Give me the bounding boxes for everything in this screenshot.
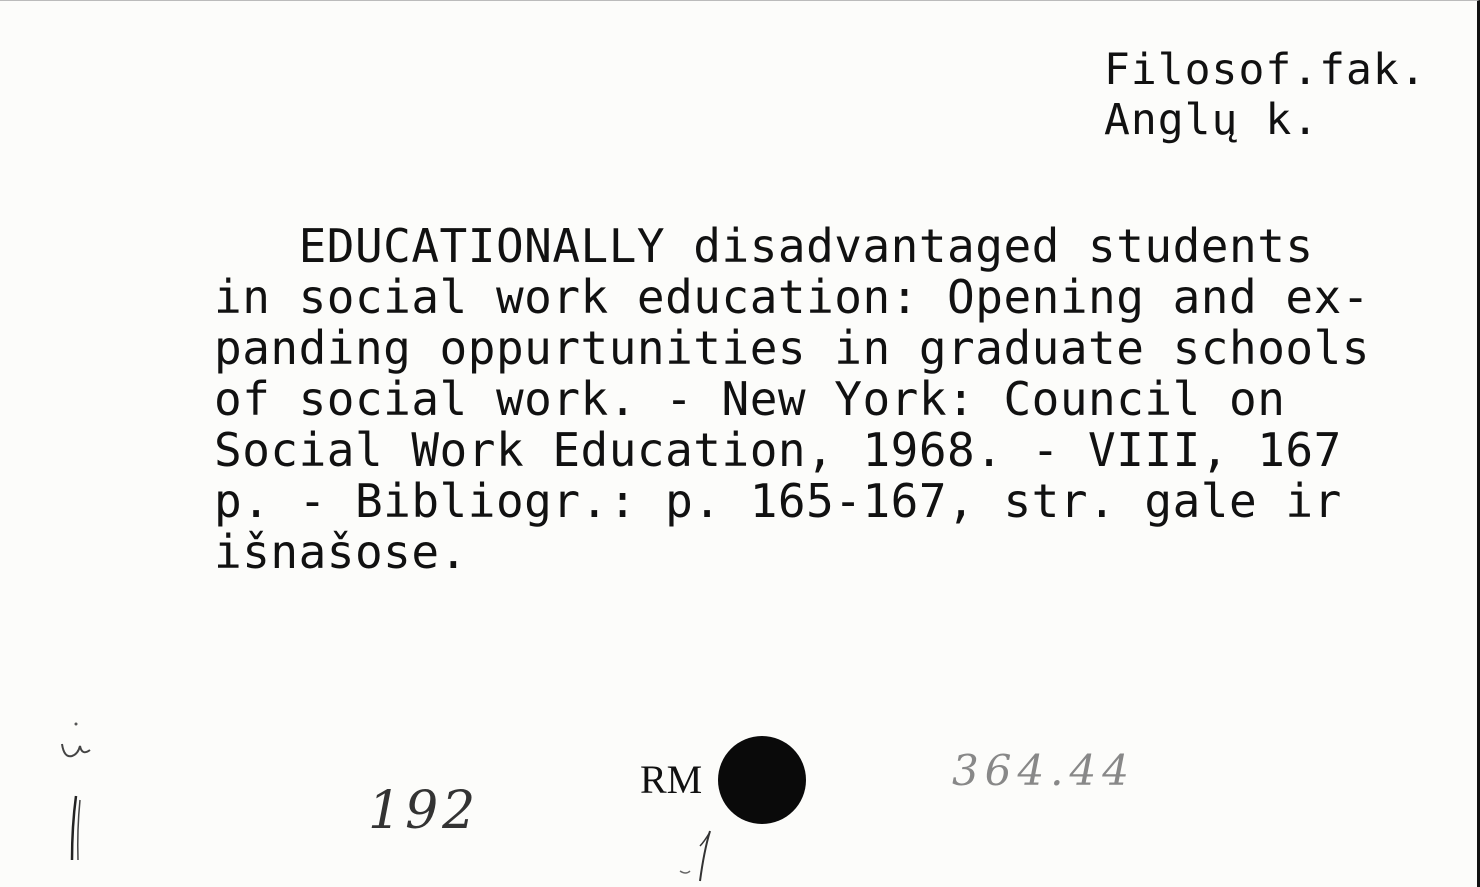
bibliographic-entry: [214, 221, 1370, 578]
handwritten-number: 192: [368, 781, 480, 841]
entry-line: p. - Bibliogr.: p. 165-167, str. gale ir: [214, 474, 1342, 528]
stamp-label: RM: [640, 757, 703, 802]
black-dot-stamp: [718, 736, 806, 824]
entry-line: išnašose.: [214, 525, 468, 579]
department-line: Anglų k.: [1104, 95, 1320, 145]
pencil-mark: [56, 716, 126, 866]
entry-line: Social Work Education, 1968. - VIII, 167: [214, 423, 1342, 477]
handwritten-accession: 364.44: [952, 746, 1135, 795]
department-label: [1104, 45, 1427, 145]
entry-line: panding oppurtunities in graduate schools: [214, 321, 1370, 375]
entry-line: in social work education: Opening and ex-: [214, 270, 1370, 324]
entry-line: of social work. - New York: Council on: [214, 372, 1286, 426]
faculty-line: Filosof.fak.: [1104, 45, 1427, 95]
pencil-mark: [670, 826, 720, 886]
entry-line: EDUCATIONALLY disadvantaged students: [214, 219, 1314, 273]
